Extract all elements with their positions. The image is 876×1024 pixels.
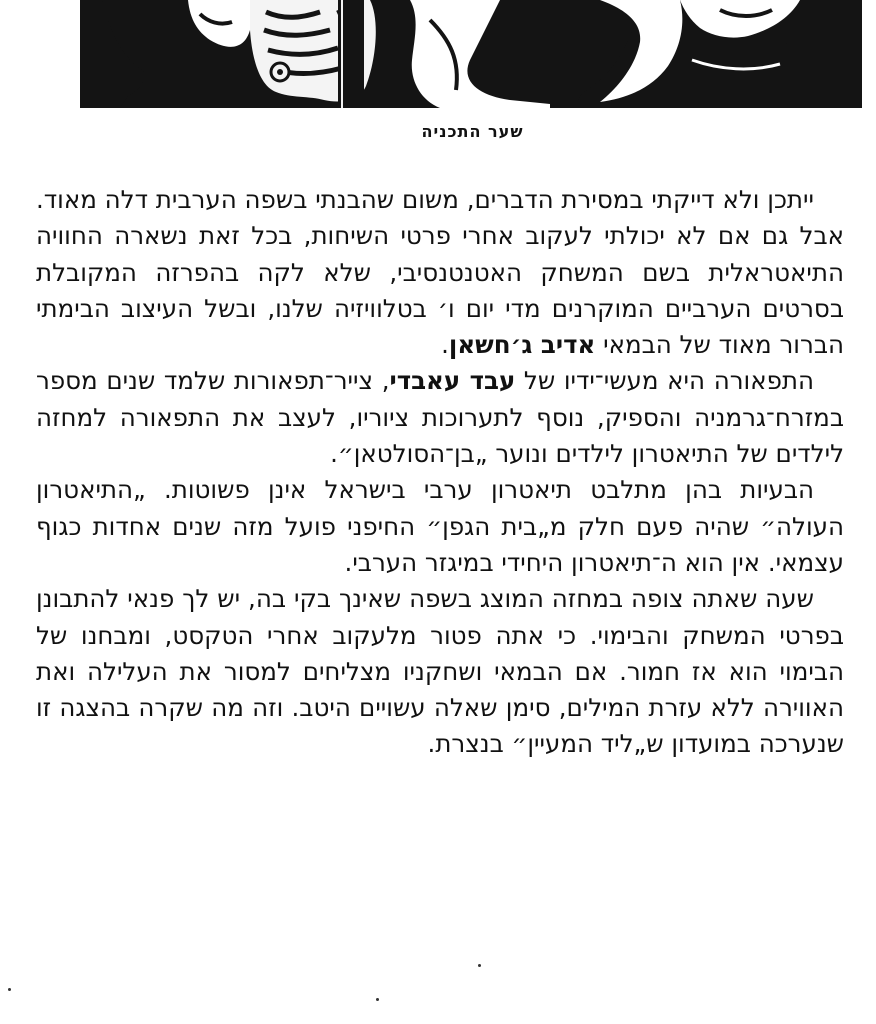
- article-paragraph: [36, 581, 844, 762]
- figure-caption: שער התכניה: [421, 122, 524, 141]
- paragraph-text: .: [441, 330, 449, 360]
- print-speck: [8, 988, 11, 991]
- director-name: אדיב ג׳חשאן: [448, 330, 596, 360]
- paragraph-text: התפאורה היא מעשי־ידיו של: [515, 366, 814, 396]
- designer-name: עבד עאבדי: [389, 366, 516, 396]
- print-speck: [376, 998, 379, 1001]
- print-speck: [478, 964, 481, 967]
- article-body: [36, 182, 844, 763]
- paragraph-text: ייתכן ולא דייקתי במסירת הדברים, משום שהבנתי בשפה הערבית דלה מאוד. אבל גם אם לא יכולתי לעקוב אחרי פרטי השיחות, בכל זאת נשארה החוויה התיאטראלית בשם המשחק האטנטנסיבי, שלא לקה בהפרזה המקובלת בסרטים הערביים המוקרנים מדי יום ו׳ בטלוויזיה שלנו, ובשל העיצוב הבימתי הברור מאוד של הבמאי: [36, 185, 844, 360]
- paragraph-text: הבעיות בהן מתלבט תיאטרון ערבי בישראל אינן פשוטות. „התיאטרון העולה״ שהיה פעם חלק מ„בית הגפן״ החיפני פועל מזה שנים אחדות כגוף עצמאי. אין הוא ה־תיאטרון היחידי במיגזר הערבי.: [36, 475, 844, 577]
- article-paragraph: [36, 363, 844, 472]
- article-paragraph: [36, 182, 844, 363]
- paragraph-text: , צייר־תפאורות שלמד שנים מספר במזרח־גרמניה והספיק, נוסף לתערוכות ציוריו, לעצב את התפאורה למחזה לילדים של התיאטרון לילדים ונוער „בן־הסולטאן״.: [36, 366, 844, 469]
- page-margin: [862, 0, 876, 110]
- article-paragraph: [36, 472, 844, 581]
- poster-illustration: [80, 0, 865, 108]
- paragraph-text: שעה שאתה צופה במחזה המוצג בשפה שאינך בקי בה, יש לך פנאי להתבונן בפרטי המשחק והבימוי. כי אתה פטור מלעקוב אחרי הטקסט, ומבחנו של הבימוי הוא אז חמור. אם הבמאי ושחקניו מצליחים למסור את העלילה ואת האווירה ללא עזרת המילים, סימן שאלה עשויים היטב. וזה מה שקרה בהצגה זו שנערכה במועדון ש„ליד המעיין״ בנצרת.: [36, 584, 844, 759]
